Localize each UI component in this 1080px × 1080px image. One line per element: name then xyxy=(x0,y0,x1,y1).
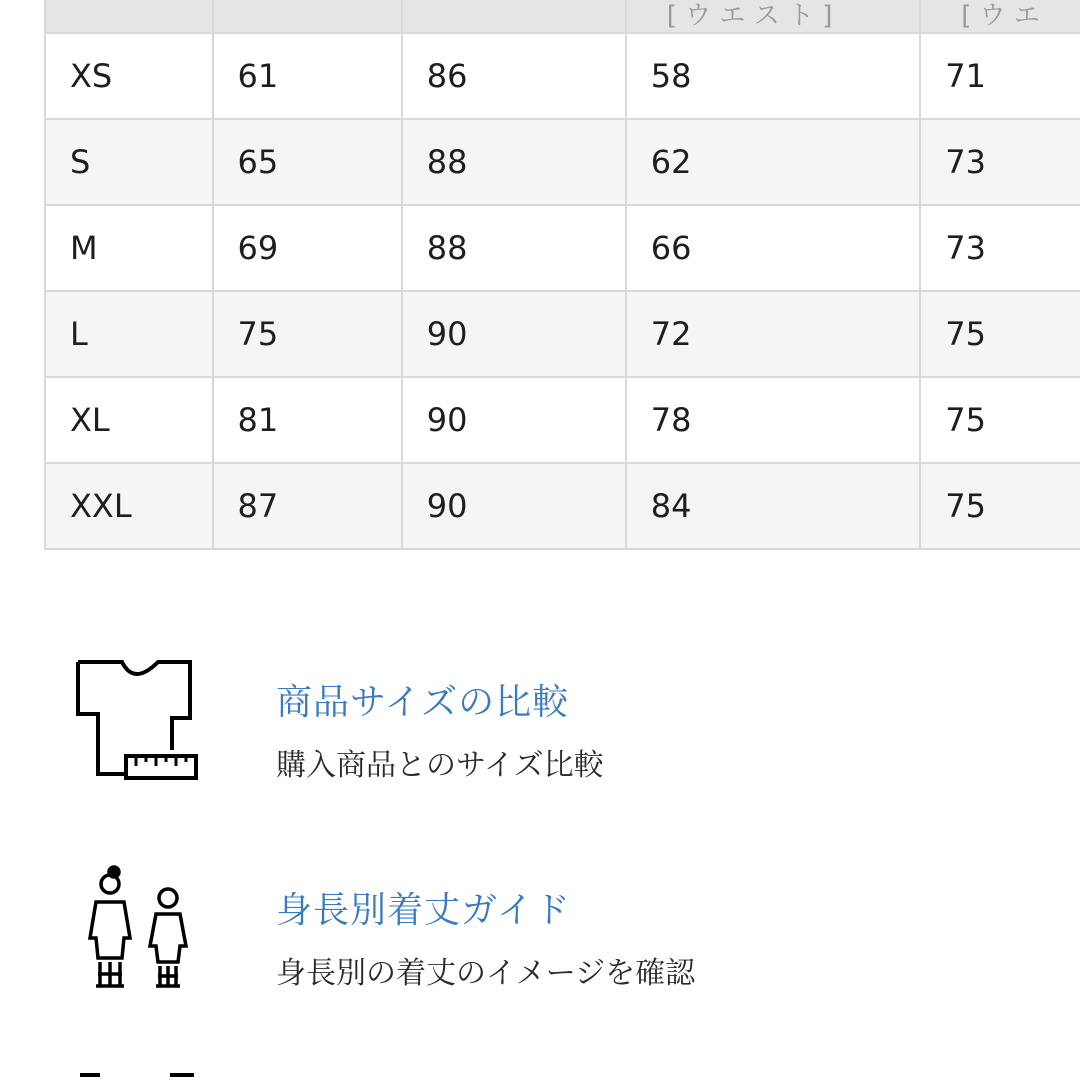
table-cell: 71 xyxy=(920,33,1080,119)
size-cell: XXL xyxy=(45,463,213,549)
table-cell: 88 xyxy=(402,119,626,205)
partial-icon xyxy=(70,1068,210,1080)
table-row xyxy=(45,291,1080,377)
table-header-cell: [ ウ エ ス ト ] xyxy=(626,0,920,33)
table-row xyxy=(45,377,1080,463)
size-cell: XS xyxy=(45,33,213,119)
size-compare-desc: 購入商品とのサイズ比較 xyxy=(276,748,604,783)
table-cell: 90 xyxy=(402,463,626,549)
length-guide-title[interactable]: 身長別着丈ガイド xyxy=(276,890,571,931)
table-cell: 73 xyxy=(920,205,1080,291)
table-cell: 88 xyxy=(402,205,626,291)
table-cell: 61 xyxy=(213,33,402,119)
table-header-cell xyxy=(213,0,402,33)
table-cell: 73 xyxy=(920,119,1080,205)
table-row xyxy=(45,119,1080,205)
table-header-cell xyxy=(402,0,626,33)
table-cell: 75 xyxy=(920,291,1080,377)
third-feature-link[interactable] xyxy=(0,1068,1080,1080)
table-cell: 62 xyxy=(626,119,920,205)
tshirt-ruler-icon xyxy=(70,652,210,792)
size-table xyxy=(44,0,1080,550)
table-cell: 75 xyxy=(920,377,1080,463)
table-row xyxy=(45,205,1080,291)
table-cell: 75 xyxy=(920,463,1080,549)
table-row xyxy=(45,463,1080,549)
table-row xyxy=(45,33,1080,119)
size-cell: S xyxy=(45,119,213,205)
table-cell: 86 xyxy=(402,33,626,119)
table-cell: 81 xyxy=(213,377,402,463)
table-cell: 90 xyxy=(402,377,626,463)
table-cell: 72 xyxy=(626,291,920,377)
table-cell: 87 xyxy=(213,463,402,549)
size-compare-title[interactable]: 商品サイズの比較 xyxy=(276,682,570,723)
table-cell: 84 xyxy=(626,463,920,549)
table-header-cell: [ ウ エ xyxy=(920,0,1080,33)
table-cell: 75 xyxy=(213,291,402,377)
table-header-cell xyxy=(45,0,213,33)
table-cell: 58 xyxy=(626,33,920,119)
table-cell: 65 xyxy=(213,119,402,205)
size-cell: L xyxy=(45,291,213,377)
table-cell: 90 xyxy=(402,291,626,377)
table-cell: 69 xyxy=(213,205,402,291)
table-cell: 78 xyxy=(626,377,920,463)
size-cell: XL xyxy=(45,377,213,463)
table-header-row xyxy=(45,0,1080,33)
length-guide-desc: 身長別の着丈のイメージを確認 xyxy=(276,956,696,991)
people-height-icon xyxy=(70,862,210,1002)
table-cell: 66 xyxy=(626,205,920,291)
size-cell: M xyxy=(45,205,213,291)
length-guide-link[interactable] xyxy=(0,862,1080,1002)
size-compare-link[interactable] xyxy=(0,650,1080,790)
